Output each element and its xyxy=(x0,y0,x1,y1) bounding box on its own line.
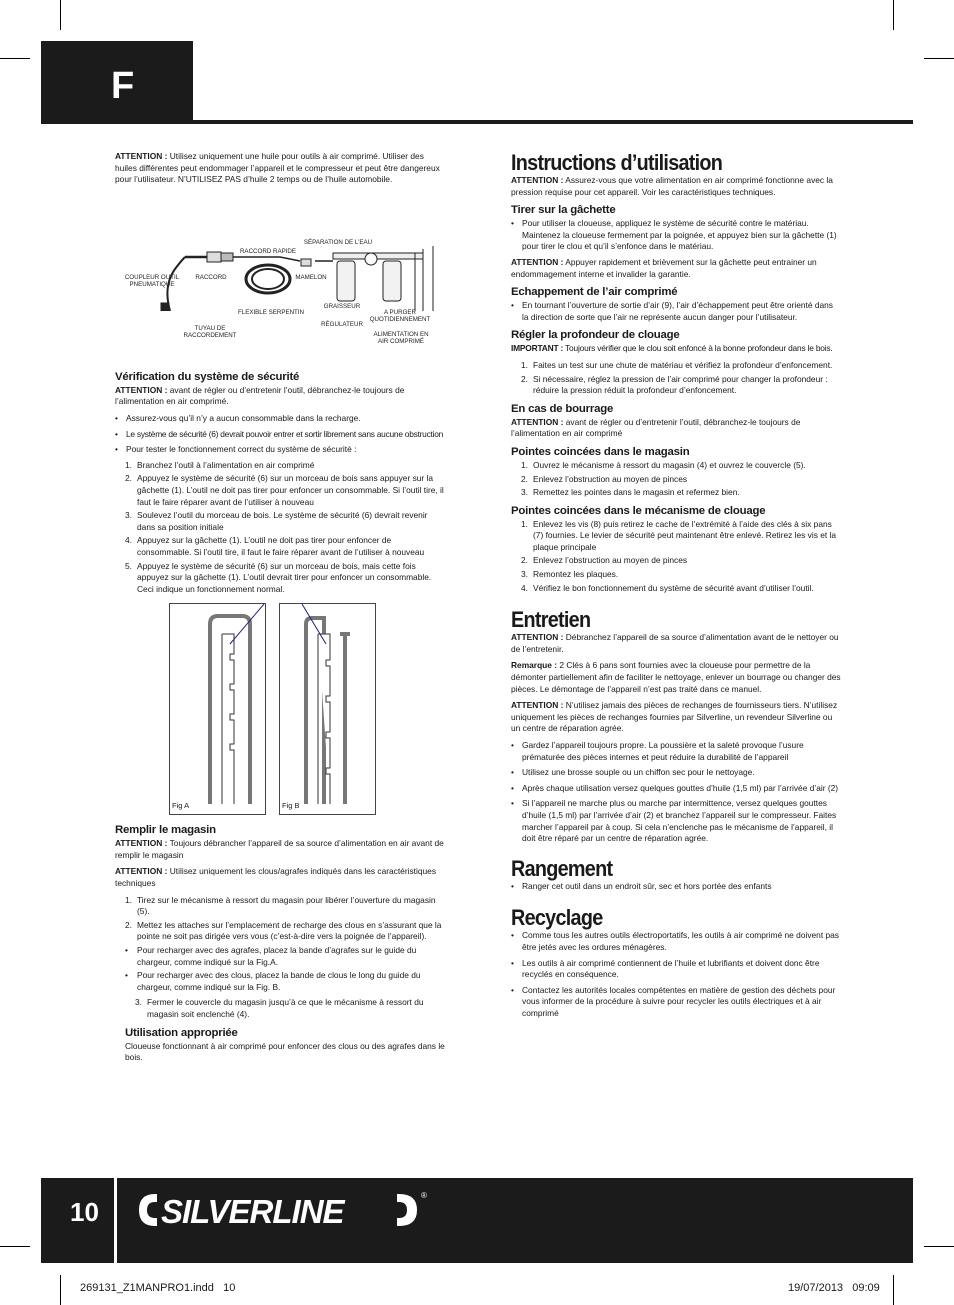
figures xyxy=(115,603,445,813)
svg-text:SILVERLINE: SILVERLINE xyxy=(161,1193,344,1230)
list-item: 3. Soulevez l’outil du morceau de bois. Le système de sécurité (6) devrait revenir dans sa position initiale xyxy=(125,510,428,532)
air-supply-diagram xyxy=(115,191,445,345)
instructions-heading: Instructions d’utilisation xyxy=(511,150,723,175)
list-item: 2. Enlevez l’obstruction au moyen de pinces xyxy=(521,473,688,484)
section-verification-title: Vérification du système de sécurité xyxy=(115,370,300,383)
list-item: 3. Remettez les pointes dans le magasin et refermez bien. xyxy=(521,487,740,498)
label-raccord-rapide: RACCORD RAPIDE xyxy=(239,247,297,255)
print-date: 19/07/2013 09:09 xyxy=(788,1282,880,1294)
depth-steps xyxy=(511,360,841,397)
trigger-list xyxy=(511,218,841,253)
header-rule xyxy=(41,120,913,124)
jam-magazine-steps xyxy=(511,460,841,499)
list-item: • Assurez-vous qu’il n’y a aucun consommable dans la recharge. xyxy=(115,413,445,425)
jam-warning: ATTENTION : avant de régler ou d’entretenir l’outil, débranchez-le toujours de l’alimentation en air comprimé xyxy=(511,416,801,439)
maintenance-warning-2: ATTENTION : N’utilisez jamais des pièces de rechanges de fournisseurs tiers. N’utilisez uniquement les pièces de rechanges fournies par Silverline, un revendeur Silverline ou un centre de réparation agrée. xyxy=(511,700,838,734)
list-item: 3. Fermer le couvercle du magasin jusqu’à ce que le mécanisme à ressort du magasin soit enclenché (4). xyxy=(135,997,424,1019)
language-letter: F xyxy=(111,65,135,107)
right-column xyxy=(511,151,841,1024)
section-trigger-title: Tirer sur la gâchette xyxy=(511,204,616,217)
trigger-warning: ATTENTION : Appuyer rapidement et brièvement sur la gâchette peut entrainer un endommagement interne et invalider la garantie. xyxy=(511,256,817,279)
list-item: 4. Appuyez sur la gâchette (1). L’outil ne doit pas tirer pour enfoncer de consommable. Si l’outil tire, il faut le faire réparer avant de l’utiliser à nouveau xyxy=(125,535,425,557)
left-column xyxy=(115,151,445,1069)
list-item: • Utilisez une brosse souple ou un chiffon sec pour le nettoyage. xyxy=(511,767,841,779)
list-item: • Comme tous les autres outils électroportatifs, les outils à air comprimé ne doivent pas être jetés avec les ordures ménagères. xyxy=(511,930,841,953)
remplir-steps-cont xyxy=(125,997,445,1020)
list-item: • Pour recharger avec des clous, placez la bande de clous le long du guide du chargeur, comme indiqué sur la Fig. B. xyxy=(125,970,445,993)
list-item: 3. Remontez les plaques. xyxy=(521,569,619,580)
list-item: 1. Ouvrez le mécanisme à ressort du magasin (4) et ouvrez le couvercle (5). xyxy=(521,459,806,470)
footer-divider xyxy=(114,1178,117,1263)
file-info: 269131_Z1MANPRO1.indd 10 xyxy=(80,1282,236,1294)
svg-text:®: ® xyxy=(421,1191,427,1200)
label-separation: SÉPARATION DE L’EAU xyxy=(303,238,373,246)
crop-mark xyxy=(924,1246,954,1247)
verification-steps xyxy=(115,460,445,596)
crop-mark xyxy=(0,1246,30,1247)
figure-b-caption: Fig B xyxy=(282,800,300,810)
section-exhaust-title: Echappement de l’air comprimé xyxy=(511,286,678,299)
maintenance-note: Remarque : 2 Clés à 6 pans sont fournies avec la cloueuse pour permettre de la démonter partiellement afin de faciliter le nettoyage, enlever un bourrage ou changer des pièces. Le démontage de l’appareil n’est pas traité dans ce manuel. xyxy=(511,660,841,694)
list-item: • En tournant l’ouverture de sortie d’air (9), l’air d’échappement peut être orienté dans la direction de sorte que l’air ne représente aucun danger pour l’utilisateur. xyxy=(511,300,841,323)
list-item: • Le système de sécurité (6) devrait pouvoir entrer et sortir librement sans aucune obstruction xyxy=(115,429,445,441)
oil-warning: ATTENTION : Utilisez uniquement une huile pour outils à air comprimé. Utiliser des huiles différentes peut endommager l’appareil et le compresseur et peut être dangereux pour l’utilisateur. N’UTILISEZ PAS d’huile 2 temps ou de l’huile automobile. xyxy=(115,151,440,185)
recycling-list xyxy=(511,930,841,1019)
remplir-warning-2: ATTENTION : Utilisez uniquement les clous/agrafes indiqués dans les caractéristiques techniques xyxy=(115,866,437,889)
label-alimentation: ALIMENTATION EN AIR COMPRIMÉ xyxy=(373,330,429,345)
section-remplir-title: Remplir le magasin xyxy=(115,824,216,837)
label-purger: A PURGER QUOTIDIENNEMENT xyxy=(369,308,431,323)
list-item: 1. Faites un test sur une chute de matériau et vérifiez la profondeur d’enfoncement. xyxy=(521,359,833,370)
language-tab xyxy=(41,41,193,123)
label-graisseur: GRAISSEUR xyxy=(323,302,361,310)
label-flexible: FLEXIBLE SERPENTIN xyxy=(237,308,305,316)
remplir-steps xyxy=(115,895,445,1064)
staple-strip-illustration xyxy=(170,604,267,816)
list-item: 1. Branchez l’outil à l’alimentation en air comprimé xyxy=(125,459,315,470)
depth-important: IMPORTANT : Toujours vérifier que le clou soit enfoncé à la bonne profondeur dans le bois. xyxy=(511,343,833,354)
verification-warning: ATTENTION : avant de régler ou d’entretenir l’outil, débranchez-le toujours de l’alimentation en air comprimé. xyxy=(115,384,405,407)
list-item: 2. Mettez les attaches sur l’emplacement de recharge des clous en s’assurant que la pointe ne soit pas dirigée vers vous (c’est-à-dire vers la poignée de l’appareil). xyxy=(125,919,442,942)
figure-b xyxy=(279,603,376,815)
section-jam-mechanism-title: Pointes coincées dans le mécanisme de clouage xyxy=(511,504,766,517)
list-item: • Gardez l’appareil toujours propre. La poussière et la saleté provoque l’usure prématurée des pièces internes et peut réduire la durabilité de l’appareil xyxy=(511,740,841,763)
section-depth-title: Régler la profondeur de clouage xyxy=(511,329,680,342)
remplir-warning-1: ATTENTION : Toujours débrancher l’appareil de sa source d’alimentation en air avant de remplir le magasin xyxy=(115,838,444,860)
list-item: • Pour utiliser la cloueuse, appliquez le système de sécurité contre le matériau. Maintenez la cloueuse fermement par la poignée, et appuyez bien sur la gâchette (1) pour tirer le clou et qu’il s’enfonce dans le matériau. xyxy=(511,218,841,253)
list-item: • Contactez les autorités locales compétentes en matière de gestion des déchets pour vous informer de la procédure à suivre pour recycler les outils électriques et à air comprimé xyxy=(511,985,841,1020)
label-raccord: RACCORD xyxy=(195,273,227,281)
crop-mark xyxy=(60,1275,61,1305)
list-item: 4. Vérifiez le bon fonctionnement du système de sécurité avant d’utiliser l’outil. xyxy=(521,582,814,593)
label-regulateur: RÉGULATEUR xyxy=(321,320,363,328)
maintenance-list xyxy=(511,740,841,845)
crop-mark xyxy=(924,58,954,59)
list-item: 1. Tirez sur le mécanisme à ressort du magasin pour libérer l’ouverture du magasin (5). xyxy=(125,894,436,917)
remplir-bullets xyxy=(125,945,445,993)
jam-mechanism-steps xyxy=(511,519,841,595)
crop-mark xyxy=(0,58,30,59)
usage-text: Cloueuse fonctionnant à air comprimé pour enfoncer des clous ou des agrafes dans le bois. xyxy=(125,1040,445,1063)
storage-heading: Rangement xyxy=(511,855,613,881)
list-item: • Après chaque utilisation versez quelques gouttes d’huile (1,5 ml) par l’arrivée d’air (2) xyxy=(511,783,841,795)
maintenance-heading: Entretien xyxy=(511,607,591,633)
verification-list xyxy=(115,413,445,456)
label-tuyau: TUYAU DE RACCORDEMENT xyxy=(183,324,237,339)
list-item: • Pour tester le fonctionnement correct du système de sécurité : xyxy=(115,444,445,456)
page-number: 10 xyxy=(70,1197,99,1227)
section-jam-title: En cas de bourrage xyxy=(511,402,614,415)
brand-logo xyxy=(133,1188,433,1232)
instructions-warning: ATTENTION : Assurez-vous que votre alimentation en air comprimé fonctionne avec la pression requise pour cet appareil. Voir les caractéristiques techniques. xyxy=(511,175,833,197)
crop-mark xyxy=(893,0,894,30)
figure-a-caption: Fig A xyxy=(172,800,190,810)
nail-strip-illustration xyxy=(280,604,377,816)
list-item: • Si l’appareil ne marche plus ou marche par intermittence, versez quelques gouttes d’huile (1,5 ml) par l’arrivée d’air (2) et branchez l’appareil sur le compresseur. Faites marcher l’appareil par à coup. Si cela n’enclenche pas le mécanisme de l’appareil, il doit être réparé par un centre de réparation agrée. xyxy=(511,798,841,844)
exhaust-list xyxy=(511,300,841,323)
label-coupleur: COUPLEUR OUTIL PNEUMATIQUE xyxy=(124,273,180,288)
list-item: 5. Appuyez le système de sécurité (6) sur un morceau de bois, mais cette fois appuyez sur la gâchette (1). L’outil devrait tirer pour enfoncer un consommable. Ceci indique un fonctionnement normal. xyxy=(125,560,432,594)
list-item: • Ranger cet outil dans un endroit sûr, sec et hors portée des enfants xyxy=(511,881,841,893)
list-item: 2. Si nécessaire, réglez la pression de l’air comprimé pour changer la profondeur : réduire la pression réduit la profondeur d’enfoncement. xyxy=(521,373,828,396)
maintenance-warning-1: ATTENTION : Débranchez l’appareil de sa source d’alimentation avant de le nettoyer ou de l’entretenir. xyxy=(511,632,839,654)
list-item: • Pour recharger avec des agrafes, placez la bande d’agrafes sur le guide du chargeur, comme indiqué sur la Fig.A. xyxy=(125,945,445,968)
list-item: 2. Enlevez l’obstruction au moyen de pinces xyxy=(521,555,688,566)
crop-mark xyxy=(60,0,61,30)
storage-list xyxy=(511,881,841,893)
label-mamelon: MAMELON xyxy=(295,273,327,281)
section-jam-magazine-title: Pointes coincées dans le magasin xyxy=(511,445,690,458)
list-item: • Les outils à air comprimé contiennent de l’huile et lubrifiants et doivent donc être recyclés en conséquence. xyxy=(511,958,841,981)
crop-mark xyxy=(893,1275,894,1305)
figure-a xyxy=(169,603,266,815)
section-usage-title: Utilisation appropriée xyxy=(125,1026,238,1039)
list-item: 2. Appuyez le système de sécurité (6) sur un morceau de bois sans appuyer sur la gâchette (1). L’outil ne doit pas tirer pour enfoncer un consommable. Si l’outil tire, il faut le faire réparer avant de l’utiliser à nouveau xyxy=(125,473,444,507)
recycling-heading: Recyclage xyxy=(511,905,603,931)
list-item: 1. Enlevez les vis (8) puis retirez le cache de l’extrémité à l’aide des clés à six pans (7) fournies. Le levier de sécurité peut maintenant être enlevé. Retirez les vis et la plaque principale xyxy=(521,518,837,552)
